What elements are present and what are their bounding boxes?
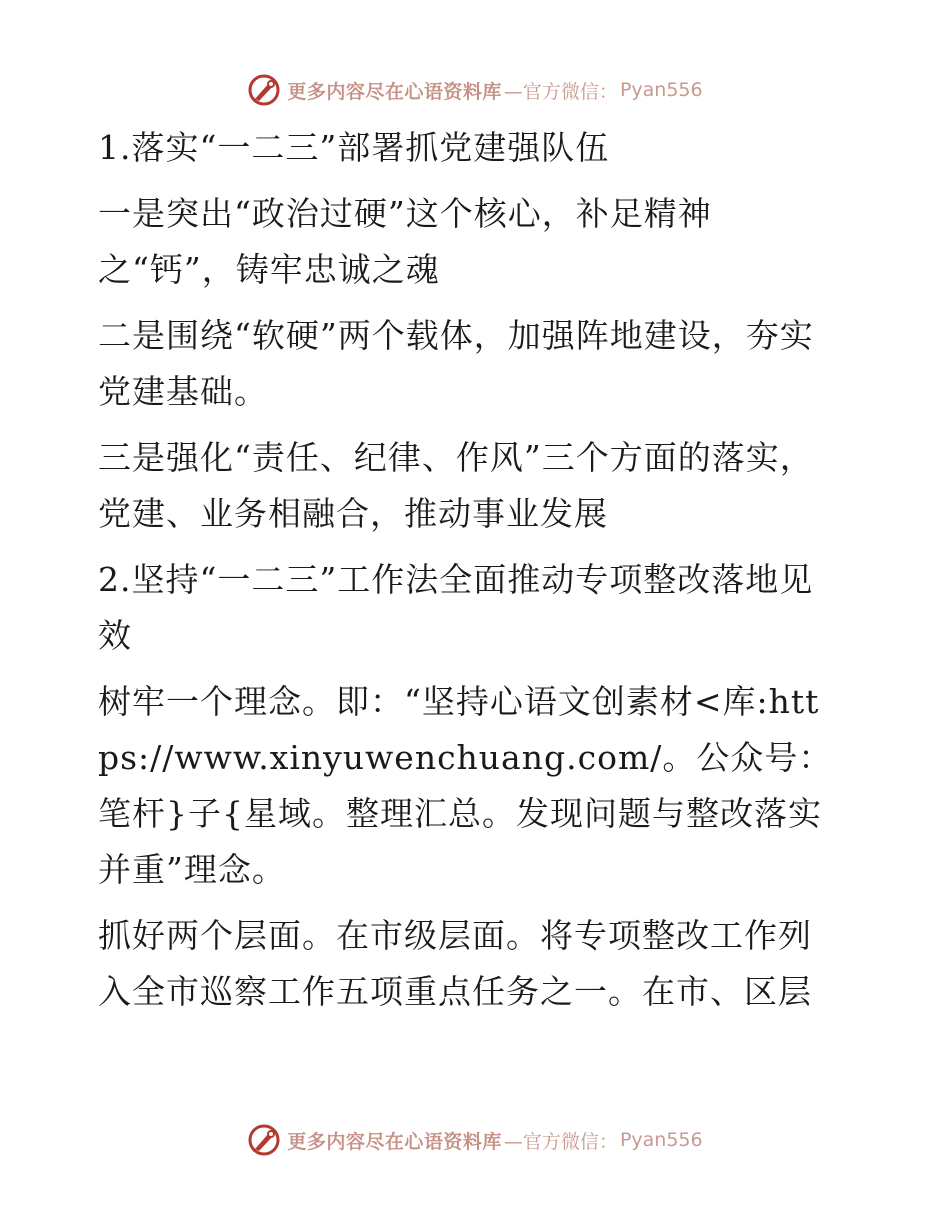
watermark-brand: 更多内容尽在心语资料库	[287, 80, 502, 103]
watermark-wechat-label: —官方微信：	[503, 1130, 618, 1153]
paragraph-1: 一是突出“政治过硬”这个核心，补足精神之“钙”，铸牢忠诚之魂	[98, 194, 712, 289]
watermark-wechat-id: Pyan556	[619, 1129, 703, 1151]
heading-1: 1.落实“一二三”部署抓党建强队伍	[98, 128, 610, 167]
paragraph-2: 二是围绕“软硬”两个载体，加强阵地建设，夯实党建基础。	[98, 316, 814, 411]
footer-watermark	[0, 1120, 950, 1160]
watermark-wechat-label: —官方微信：	[503, 80, 618, 103]
watermark-wechat-id: Pyan556	[619, 79, 703, 101]
watermark-brand: 更多内容尽在心语资料库	[287, 1130, 502, 1153]
heading-2: 2.坚持“一二三”工作法全面推动专项整改落地见效	[98, 560, 814, 655]
document-body	[98, 120, 838, 1030]
header-watermark	[0, 70, 950, 110]
paragraph-5: 抓好两个层面。在市级层面。将专项整改工作列入全市巡察工作五项重点任务之一。在市、区层	[98, 916, 812, 1011]
pen-seal-icon	[247, 1123, 281, 1157]
paragraph-4: 树牢一个理念。即：“坚持心语文创素材<库:https://www.xinyuwenchuang.com/。公众号：笔杆}子{星域。整理汇总。发现问题与整改落实并重”理念。	[98, 682, 833, 889]
paragraph-3: 三是强化“责任、纪律、作风”三个方面的落实，党建、业务相融合，推动事业发展	[98, 438, 814, 533]
pen-seal-icon	[247, 73, 281, 107]
